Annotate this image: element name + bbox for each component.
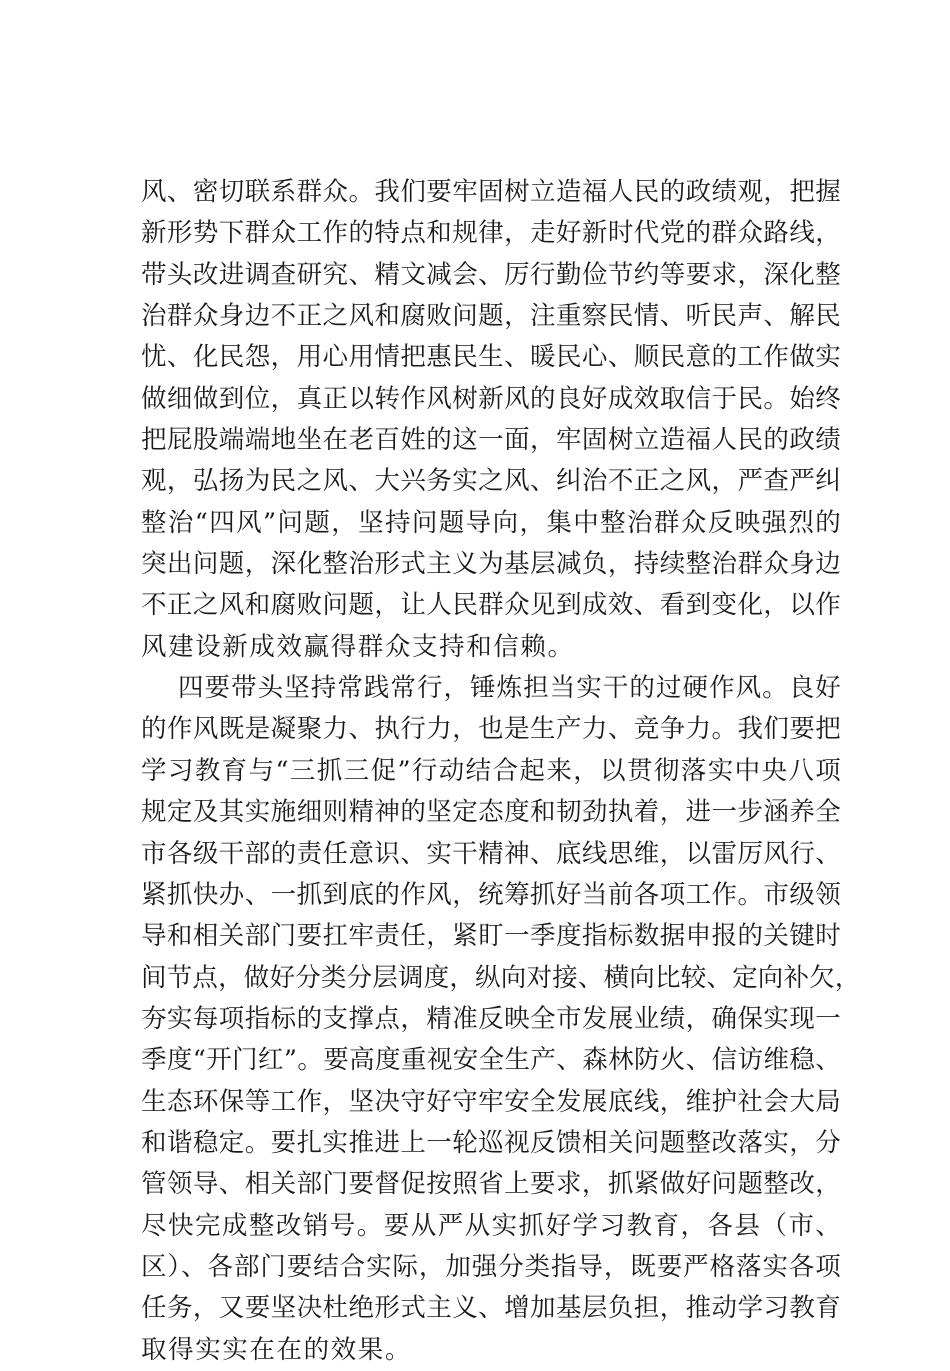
paragraph-first-line: 四要带头坚持常践常行，锤炼担当实干的过硬作风。良好 — [178, 673, 841, 704]
text-line: 忧、化民怨，用心用情把惠民生、暖民心、顺民意的工作做实 — [141, 342, 841, 373]
text-line: 季度“开门红”。要高度重视安全生产、森林防火、信访维稳、 — [141, 1045, 841, 1076]
text-line: 做细做到位，真正以转作风树新风的良好成效取信于民。始终 — [141, 383, 841, 414]
text-line: 和谐稳定。要扎实推进上一轮巡视反馈相关问题整改落实，分 — [141, 1127, 841, 1158]
text-line: 任务，又要坚决杜绝形式主义、增加基层负担，推动学习教育 — [141, 1293, 841, 1324]
paragraph-last-line: 风建设新成效赢得群众支持和信赖。 — [141, 631, 575, 662]
text-line: 间节点，做好分类分层调度，纵向对接、横向比较、定向补欠， — [141, 962, 861, 993]
text-line: 尽快完成整改销号。要从严从实抓好学习教育，各县（市、 — [141, 1210, 841, 1241]
text-line: 紧抓快办、一抓到底的作风，统筹抓好当前各项工作。市级领 — [141, 879, 841, 910]
text-line: 的作风既是凝聚力、执行力，也是生产力、竞争力。我们要把 — [141, 714, 841, 745]
text-line: 带头改进调查研究、精文减会、厉行勤俭节约等要求，深化整 — [141, 259, 841, 290]
text-line: 导和相关部门要扛牢责任，紧盯一季度指标数据申报的关键时 — [141, 921, 841, 952]
text-line: 市各级干部的责任意识、实干精神、底线思维，以雷厉风行、 — [141, 838, 841, 869]
text-line: 观，弘扬为民之风、大兴务实之风、纠治不正之风，严查严纠 — [141, 466, 841, 497]
text-line: 规定及其实施细则精神的坚定态度和韧劲执着，进一步涵养全 — [141, 797, 841, 828]
text-line: 风、密切联系群众。我们要牢固树立造福人民的政绩观，把握 — [141, 177, 841, 207]
paragraph-last-line: 取得实实在在的效果。 — [141, 1334, 413, 1365]
text-line: 新形势下群众工作的特点和规律，走好新时代党的群众路线， — [141, 218, 841, 249]
text-line: 突出问题，深化整治形式主义为基层减负，持续整治群众身边 — [141, 549, 841, 580]
body-text — [141, 172, 861, 1371]
text-line: 区）、各部门要结合实际，加强分类指导，既要严格落实各项 — [141, 1251, 841, 1282]
text-line: 生态环保等工作，坚决守好守牢安全发展底线，维护社会大局 — [141, 1086, 841, 1117]
text-line: 不正之风和腐败问题，让人民群众见到成效、看到变化，以作 — [141, 590, 841, 621]
text-line: 夯实每项指标的支撑点，精准反映全市发展业绩，确保实现一 — [141, 1003, 841, 1034]
text-line: 整治“四风”问题，坚持问题导向，集中整治群众反映强烈的 — [141, 507, 841, 538]
text-line: 学习教育与“三抓三促”行动结合起来，以贯彻落实中央八项 — [141, 755, 841, 786]
text-line: 治群众身边不正之风和腐败问题，注重察民情、听民声、解民 — [141, 301, 841, 332]
text-line: 管领导、相关部门要督促按照省上要求，抓紧做好问题整改， — [141, 1169, 841, 1200]
text-line: 把屁股端端地坐在老百姓的这一面，牢固树立造福人民的政绩 — [141, 425, 841, 456]
